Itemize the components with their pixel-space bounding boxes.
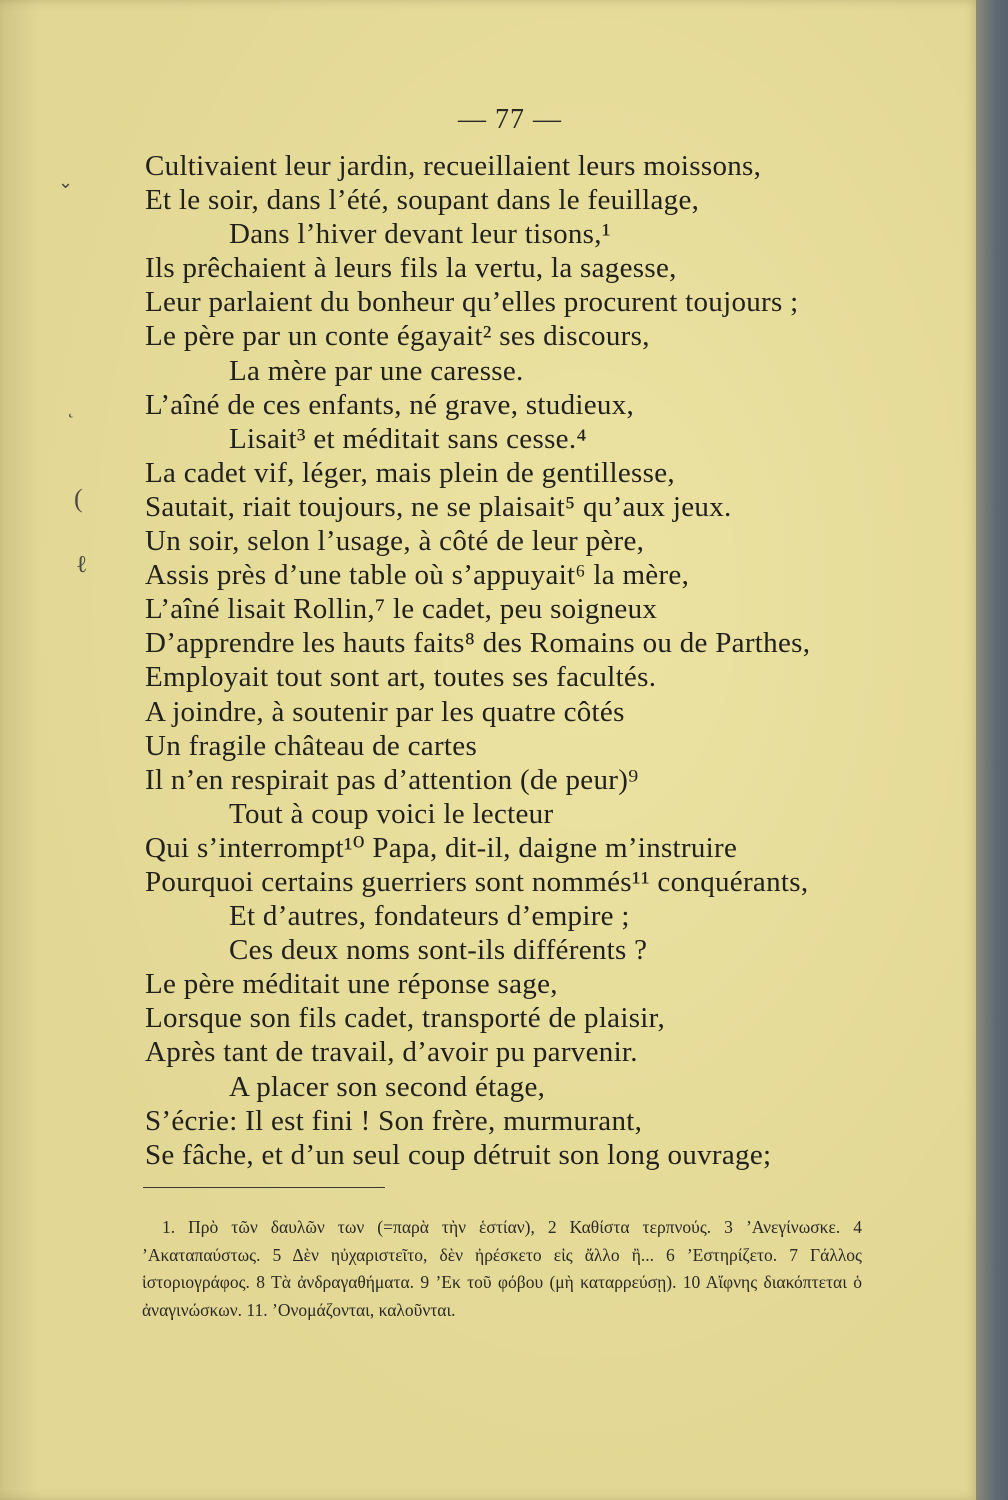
verse-line: D’apprendre les hauts faits⁸ des Romains ou de Parthes, [145, 627, 811, 660]
verse-line: L’aîné lisait Rollin,⁷ le cadet, peu soigneux [145, 593, 658, 626]
page-edge [976, 0, 1008, 1500]
verse-line: Le père par un conte égayait² ses discours, [145, 320, 650, 353]
verse-line: L’aîné de ces enfants, né grave, studieux, [145, 388, 635, 421]
page-number: — 77 — [458, 104, 562, 135]
verse-line: Se fâche, et d’un seul coup détruit son long ouvrage; [145, 1138, 772, 1171]
verse-line: Lisait³ et méditait sans cesse.⁴ [229, 422, 587, 455]
margin-mark: ( [74, 484, 83, 513]
verse-line: Après tant de travail, d’avoir pu parvenir. [145, 1036, 638, 1069]
verse-line: Dans l’hiver devant leur tisons,¹ [229, 218, 611, 251]
verse-line: Qui s’interrompt¹⁰ Papa, dit-il, daigne m’instruire [145, 831, 738, 864]
verse-line: Cultivaient leur jardin, recueillaient leurs moissons, [145, 150, 762, 182]
footnote-separator [143, 1187, 385, 1188]
verse-line: Un fragile château de cartes [145, 729, 478, 762]
verse-line: Employait tout sont art, toutes ses facultés. [145, 661, 657, 694]
verse-line: Pourquoi certains guerriers sont nommés¹¹ conquérants, [145, 865, 809, 898]
verse-line: Il n’en respirait pas d’attention (de peur)⁹ [145, 763, 639, 796]
verse-line: S’écrie: Il est fini ! Son frère, murmurant, [145, 1104, 643, 1137]
verse-line: Sautait, riait toujours, ne se plaisait⁵ qu’aux jeux. [145, 490, 732, 523]
verse-line: Assis près d’une table où s’appuyait⁶ la mère, [145, 559, 690, 592]
margin-mark: ⌄ [58, 172, 74, 192]
poem-text [145, 149, 810, 1172]
verse-line: Et le soir, dans l’été, soupant dans le feuillage, [145, 184, 700, 217]
margin-mark: ˛ [68, 398, 74, 418]
verse-line: La cadet vif, léger, mais plein de gentillesse, [145, 456, 675, 489]
verse-line: A placer son second étage, [229, 1070, 546, 1103]
verse-line: Ils prêchaient à leurs fils la vertu, la sagesse, [145, 252, 677, 285]
verse-line: Tout à coup voici le lecteur [229, 797, 554, 830]
margin-mark: ℓ [76, 552, 88, 578]
verse-line: Lorsque son fils cadet, transporté de plaisir, [145, 1002, 665, 1035]
verse-line: Le père méditait une réponse sage, [145, 968, 558, 1001]
verse-line: La mère par une caresse. [229, 354, 524, 387]
verse-line: Leur parlaient du bonheur qu’elles procurent toujours ; [145, 286, 799, 319]
footnotes: 1. Πρὸ τῶν δαυλῶν των (=παρὰ τὴν ἑστίαν), 2 Καθίστα τερπνούς. 3 ’Ανεγίνωσκε. 4 ’Ακαταπαύστως. 5 Δὲν ηὐχαριστεῖτο, δὲν ἠρέσκετο εἰς ἄλλο ἢ... 6 ’Εστηρίζετο. 7 Γάλλος ἱστοριογράφος. 8 Τὰ ἀνδραγαθήματα. 9 ’Εκ τοῦ φόβου (μὴ καταρρεύσῃ). 10 Αἴφνης διακόπτεται ὁ ἀναγινώσκων. 11. ’Ονομάζονται, καλοῦνται. [142, 1217, 862, 1320]
verse-line: Un soir, selon l’usage, à côté de leur père, [145, 525, 645, 558]
verse-line: A joindre, à soutenir par les quatre côtés [145, 695, 625, 728]
verse-line: Et d’autres, fondateurs d’empire ; [229, 900, 630, 933]
verse-line: Ces deux noms sont-ils différents ? [229, 934, 648, 967]
